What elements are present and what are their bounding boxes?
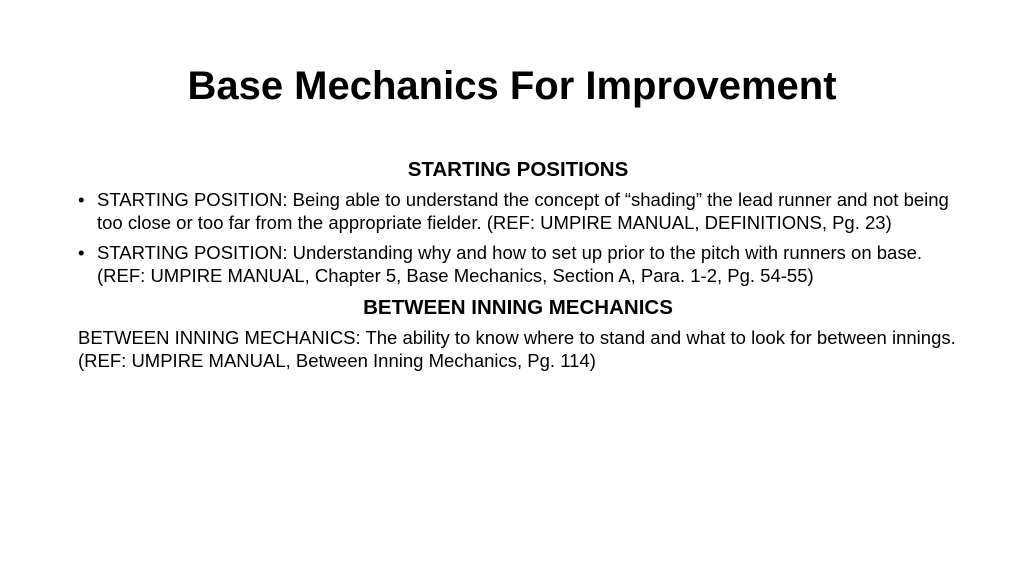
bullet-icon: • [78,242,85,263]
bullet-icon: • [78,189,85,210]
section-heading-between-inning-mechanics: BETWEEN INNING MECHANICS [363,296,673,319]
section-heading-starting-positions: STARTING POSITIONS [407,158,629,181]
bullet-text: STARTING POSITION: Understanding why and how to set up prior to the pitch with runners on base. (REF: UMPIRE MANUAL, Chapter 5, Base Mechanics, Section A, Para. 1-2, Pg. 54-55) [97,242,923,286]
list-item [78,242,958,287]
list-item [78,189,958,234]
bullet-text: STARTING POSITION: Being able to understand the concept of “shading” the lead runner and not being too close or too far from the appropriate fielder. (REF: UMPIRE MANUAL, DEFINITIONS, Pg. 23) [97,189,949,233]
starting-positions-list [78,189,958,287]
slide-content [78,157,958,372]
slide-title: Base Mechanics For Improvement [187,64,837,108]
between-inning-paragraph: BETWEEN INNING MECHANICS: The ability to know where to stand and what to look for between innings. (REF: UMPIRE MANUAL, Between Inning Mechanics, Pg. 114) [78,327,956,371]
